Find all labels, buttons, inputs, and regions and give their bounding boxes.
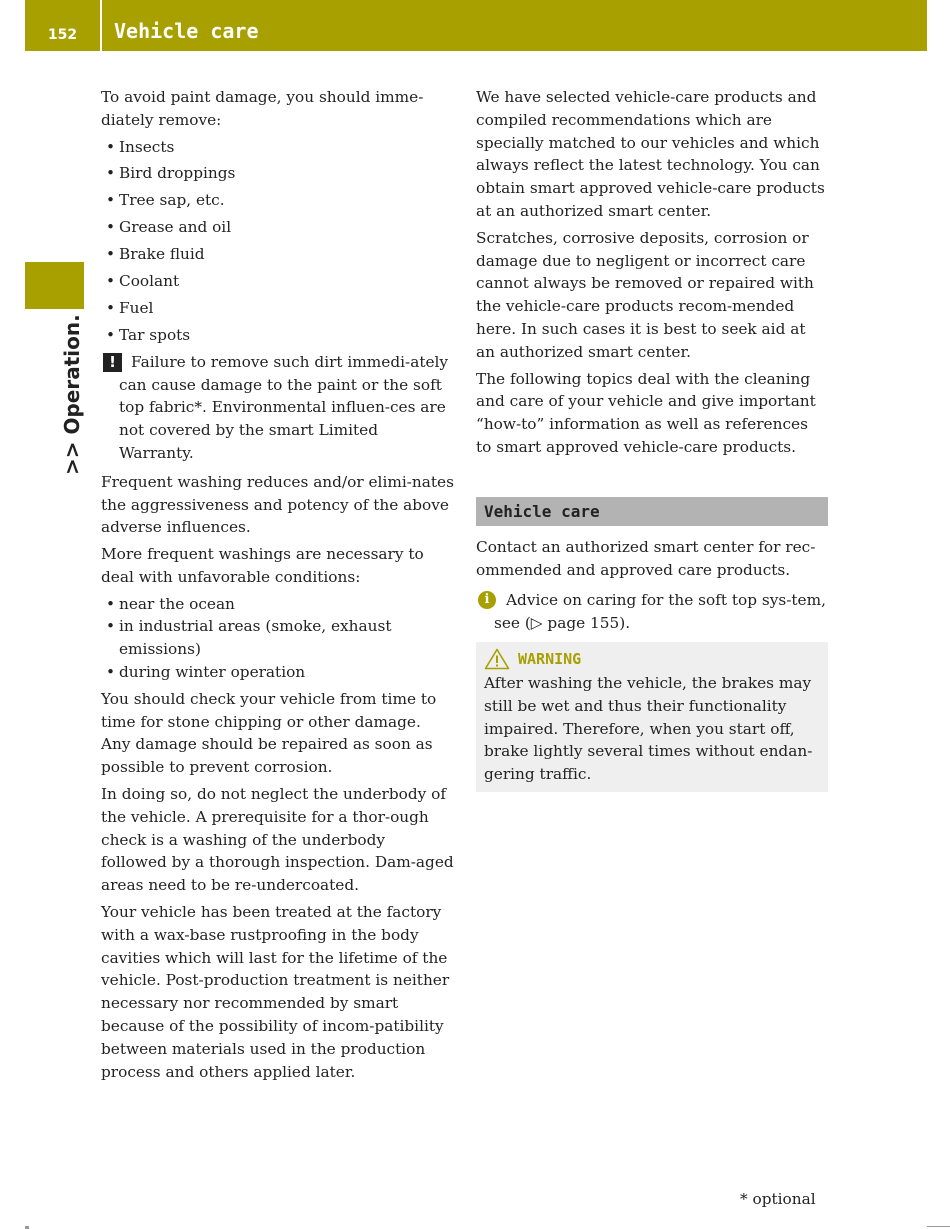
exclamation-icon: !: [103, 353, 122, 372]
right-column: [476, 86, 828, 792]
header-divider: [100, 0, 102, 51]
intro-paragraph: To avoid paint damage, you should imme-diately remove:: [101, 88, 424, 129]
page-number: 152: [47, 26, 78, 43]
list-item: • in industrial areas (smoke, exhaust emissions): [101, 615, 455, 661]
list-item: • near the ocean: [101, 593, 455, 616]
warning-header: [484, 646, 820, 672]
list-item: • Fuel: [101, 297, 455, 320]
contact-paragraph: Contact an authorized smart center for rec-ommended and approved care products.: [476, 537, 816, 579]
warning-triangle-icon: [484, 648, 510, 670]
caution-text: Failure to remove such dirt immedi-ately can cause damage to the paint or the soft top fabric*. Environmental influen-ces are not covered by the smart Limited Warranty.: [119, 352, 449, 462]
section-tab-marker: [25, 262, 84, 309]
info-icon: i: [478, 591, 496, 609]
products-paragraph: We have selected vehicle-care products and compiled recommendations which are specially matched to our vehicles and which always reflect the latest technology. You can obtain smart approved vehicle-care products at an authorized smart center.: [476, 88, 825, 220]
list-item: • Tree sap, etc.: [101, 189, 455, 212]
topics-paragraph: The following topics deal with the cleaning and care of your vehicle and give important “how-to” information as well as references to smart approved vehicle-care products.: [476, 369, 816, 456]
footnote: * optional: [740, 1190, 816, 1208]
info-note: [476, 589, 828, 635]
conditions-list: [101, 593, 455, 684]
list-item: • Grease and oil: [101, 216, 455, 239]
page-title: Vehicle care: [114, 19, 259, 43]
underbody-paragraph: In doing so, do not neglect the underbody of the vehicle. A prerequisite for a thor-ough check is a washing of the underbody followed by a thorough inspection. Dam-aged areas need to be re-undercoated.: [101, 785, 454, 895]
list-item: • Insects: [101, 136, 455, 159]
rustproofing-paragraph: Your vehicle has been treated at the factory with a wax-base rustproofing in the body cavities which will last for the lifetime of the vehicle. Post-production treatment is neither necessary nor recommended by smart because of the possibility of incom-patibility between materials used in the production process and others applied later.: [101, 903, 450, 1081]
list-item: • Coolant: [101, 270, 455, 293]
list-item: • Bird droppings: [101, 162, 455, 185]
crop-mark: [927, 1226, 950, 1227]
check-paragraph: You should check your vehicle from time to time for stone chipping or other damage. Any damage should be repaired as soon as possible to prevent corrosion.: [101, 689, 437, 777]
section-tab-label: >> Operation.: [60, 314, 84, 475]
info-text: Advice on caring for the soft top sys-tem, see (▷ page 155).: [494, 591, 826, 633]
caution-note: [101, 351, 455, 465]
warning-box: [476, 642, 828, 792]
conditions-intro: More frequent washings are necessary to deal with unfavorable conditions:: [101, 545, 424, 586]
dirt-list: [101, 136, 455, 347]
scratches-paragraph: Scratches, corrosive deposits, corrosion or damage due to negligent or incorrect care cannot always be removed or repaired with the vehicle-care products recom-mended here. In such cases it is best to seek aid at an authorized smart center.: [476, 228, 814, 361]
left-column: [101, 86, 455, 1087]
list-item: • Brake fluid: [101, 243, 455, 266]
list-item: • Tar spots: [101, 324, 455, 347]
warning-title: WARNING: [518, 649, 582, 668]
washing-paragraph: Frequent washing reduces and/or elimi-nates the aggressiveness and potency of the above adverse influences.: [101, 472, 454, 537]
list-item: • during winter operation: [101, 661, 455, 684]
warning-text: After washing the vehicle, the brakes may still be wet and thus their functionality impaired. Therefore, when you start off, brake lightly several times without endan-gering traffic.: [484, 673, 813, 784]
section-heading: Vehicle care: [476, 497, 828, 526]
